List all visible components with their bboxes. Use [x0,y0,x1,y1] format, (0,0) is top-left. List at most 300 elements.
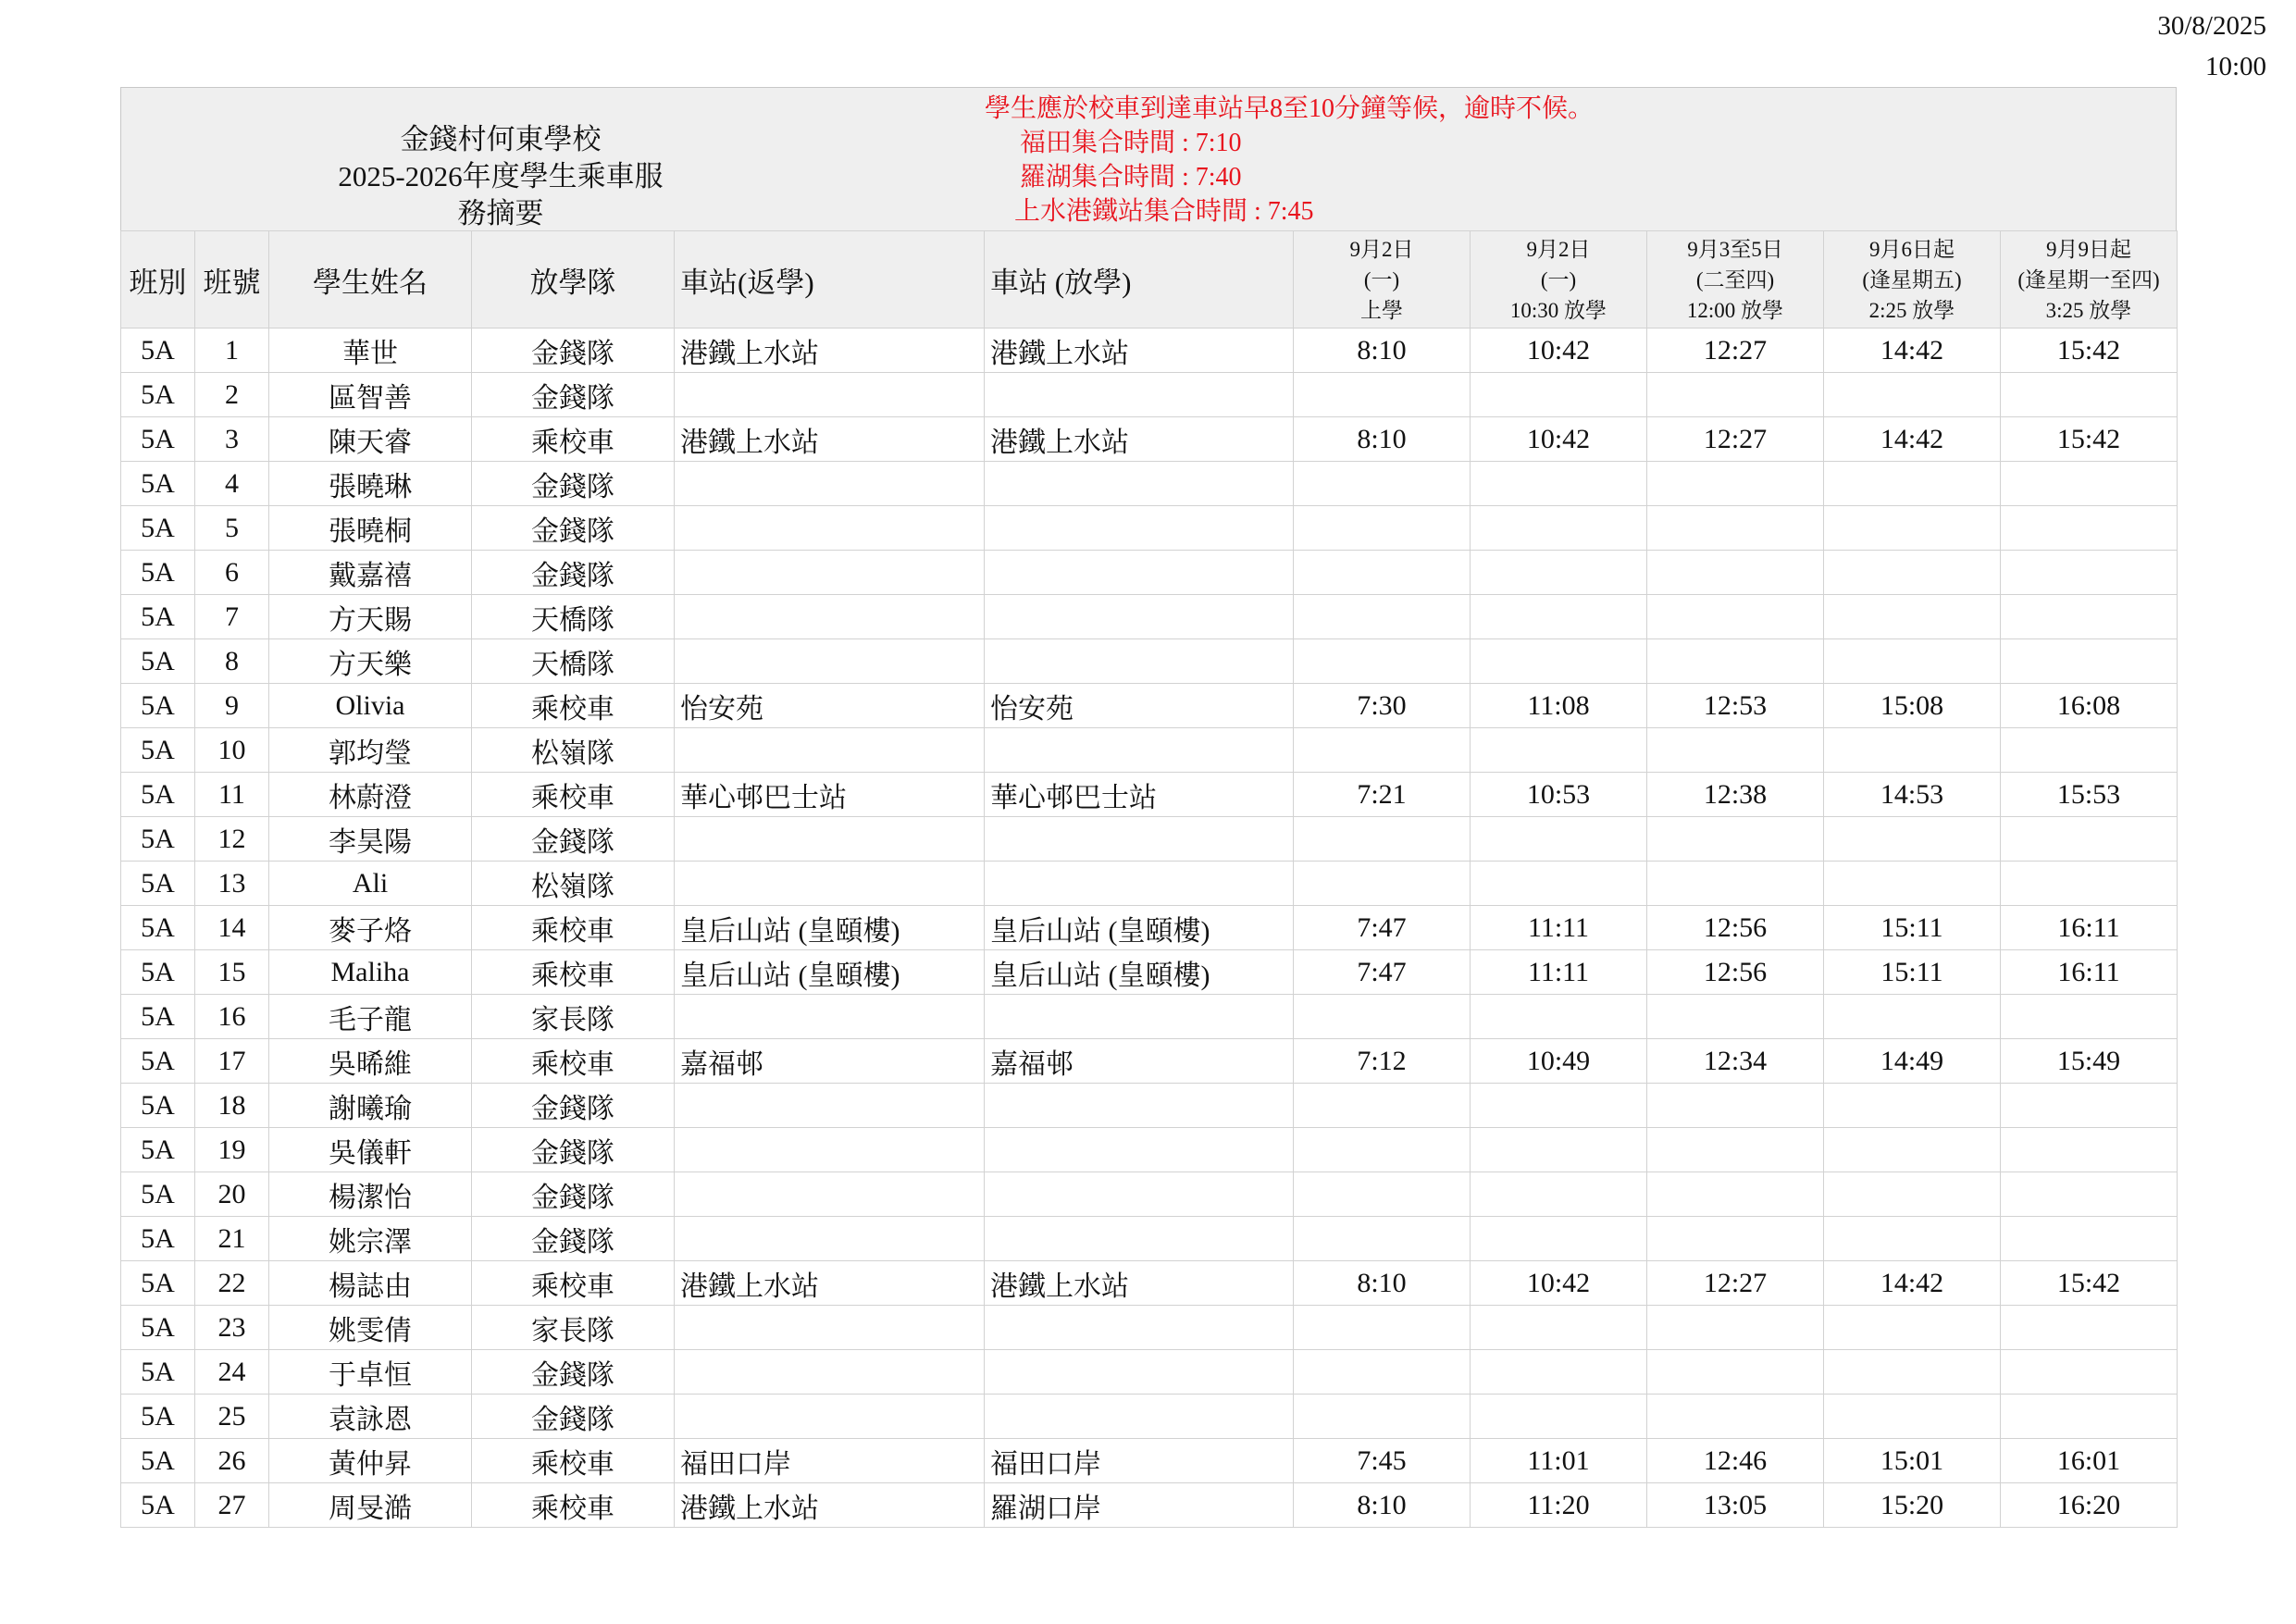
cell-stop-am [675,551,985,595]
cell-number: 4 [195,462,269,506]
cell-stop-pm: 福田口岸 [985,1439,1294,1483]
table-row [121,862,2178,906]
cell-time: 16:20 [2001,1483,2178,1528]
cell-class: 5A [121,995,195,1039]
col-date-header: 9月9日起 (逢星期一至四) 3:25 放學 [2001,231,2178,329]
cell-stop-pm [985,595,1294,639]
cell-time [1647,506,1824,551]
cell-student-name: 華世 [269,329,472,373]
student-bus-table [120,230,2178,1528]
table-row [121,906,2178,950]
cell-team: 乘校車 [472,1439,675,1483]
cell-stop-pm [985,639,1294,684]
cell-number: 2 [195,373,269,417]
cell-time: 7:21 [1294,773,1471,817]
table-header-row [121,231,2178,329]
cell-stop-am [675,1306,985,1350]
cell-number: 8 [195,639,269,684]
cell-team: 金錢隊 [472,551,675,595]
cell-stop-pm: 羅湖口岸 [985,1483,1294,1528]
col-stop-am-header: 車站(返學) [675,231,985,329]
cell-team: 家長隊 [472,995,675,1039]
cell-time [1471,551,1647,595]
cell-time: 10:53 [1471,773,1647,817]
cell-stop-am [675,1217,985,1261]
table-row [121,462,2178,506]
cell-stop-am [675,1172,985,1217]
table-row [121,1217,2178,1261]
cell-time [1471,639,1647,684]
col-date-header: 9月6日起 (逢星期五) 2:25 放學 [1824,231,2001,329]
cell-time [1471,462,1647,506]
cell-stop-am: 福田口岸 [675,1439,985,1483]
cell-stop-am: 皇后山站 (皇頤樓) [675,906,985,950]
table-row [121,1261,2178,1306]
cell-time [1824,639,2001,684]
cell-time [2001,1172,2178,1217]
table-row [121,1039,2178,1084]
cell-time [1824,1128,2001,1172]
cell-team: 乘校車 [472,684,675,728]
cell-student-name: 麥子烙 [269,906,472,950]
cell-number: 18 [195,1084,269,1128]
cell-stop-pm [985,1395,1294,1439]
cell-team: 金錢隊 [472,462,675,506]
cell-time [1647,862,1824,906]
cell-team: 乘校車 [472,773,675,817]
cell-time [1824,595,2001,639]
cell-time: 14:42 [1824,417,2001,462]
cell-class: 5A [121,906,195,950]
cell-stop-am [675,1350,985,1395]
cell-time: 12:27 [1647,329,1824,373]
cell-time [1471,1172,1647,1217]
col-team-header: 放學隊 [472,231,675,329]
cell-stop-pm [985,1350,1294,1395]
col-stop-pm-header: 車站 (放學) [985,231,1294,329]
cell-stop-am [675,862,985,906]
cell-student-name: 姚宗澤 [269,1217,472,1261]
cell-time [1824,1172,2001,1217]
cell-time [1294,1128,1471,1172]
cell-stop-pm: 港鐵上水站 [985,329,1294,373]
cell-time [1294,595,1471,639]
cell-time: 14:53 [1824,773,2001,817]
cell-time [1647,728,1824,773]
cell-team: 乘校車 [472,906,675,950]
sheet-header [120,87,2177,230]
cell-number: 13 [195,862,269,906]
cell-class: 5A [121,950,195,995]
cell-team: 天橋隊 [472,595,675,639]
table-row [121,595,2178,639]
cell-time: 10:42 [1471,417,1647,462]
cell-time [1824,1395,2001,1439]
cell-time: 7:45 [1294,1439,1471,1483]
notice-line: 學生應於校車到達車站早8至10分鐘等候，逾時不候。 [985,94,1595,123]
cell-time [1824,1306,2001,1350]
cell-time [1647,1084,1824,1128]
cell-time [2001,595,2178,639]
cell-time: 7:12 [1294,1039,1471,1084]
cell-stop-pm [985,1172,1294,1217]
cell-number: 22 [195,1261,269,1306]
cell-time: 10:49 [1471,1039,1647,1084]
cell-time: 12:53 [1647,684,1824,728]
cell-class: 5A [121,329,195,373]
cell-time [1647,1128,1824,1172]
table-row [121,1439,2178,1483]
cell-time [1471,995,1647,1039]
cell-stop-am [675,373,985,417]
cell-number: 7 [195,595,269,639]
cell-team: 天橋隊 [472,639,675,684]
cell-time: 16:11 [2001,950,2178,995]
table-row [121,950,2178,995]
table-row [121,329,2178,373]
cell-time [1294,551,1471,595]
cell-time: 15:20 [1824,1483,2001,1528]
cell-time [1647,595,1824,639]
cell-class: 5A [121,1084,195,1128]
cell-time [1294,995,1471,1039]
cell-time: 12:46 [1647,1439,1824,1483]
cell-time: 15:49 [2001,1039,2178,1084]
cell-stop-pm: 皇后山站 (皇頤樓) [985,950,1294,995]
cell-time [1294,1172,1471,1217]
cell-time [1647,817,1824,862]
cell-time: 12:27 [1647,1261,1824,1306]
table-row [121,639,2178,684]
cell-stop-am: 港鐵上水站 [675,329,985,373]
table-row [121,1395,2178,1439]
cell-team: 金錢隊 [472,1395,675,1439]
cell-time: 13:05 [1647,1483,1824,1528]
cell-class: 5A [121,1483,195,1528]
cell-time: 8:10 [1294,329,1471,373]
cell-class: 5A [121,506,195,551]
cell-stop-am [675,817,985,862]
cell-time [1294,506,1471,551]
cell-number: 16 [195,995,269,1039]
cell-time [2001,995,2178,1039]
cell-stop-am [675,1128,985,1172]
table-row [121,373,2178,417]
cell-time: 15:11 [1824,906,2001,950]
cell-time [1294,373,1471,417]
cell-team: 金錢隊 [472,1217,675,1261]
cell-time [2001,817,2178,862]
cell-time [1294,817,1471,862]
cell-stop-pm: 嘉福邨 [985,1039,1294,1084]
cell-student-name: 謝曦瑜 [269,1084,472,1128]
cell-student-name: 林蔚澄 [269,773,472,817]
cell-number: 14 [195,906,269,950]
cell-time [1647,1350,1824,1395]
cell-team: 金錢隊 [472,1084,675,1128]
cell-student-name: 戴嘉禧 [269,551,472,595]
school-title-block [325,121,676,232]
cell-team: 金錢隊 [472,506,675,551]
cell-student-name: 楊潔怡 [269,1172,472,1217]
cell-time [1647,1306,1824,1350]
cell-time: 11:11 [1471,950,1647,995]
cell-number: 15 [195,950,269,995]
cell-team: 家長隊 [472,1306,675,1350]
cell-time [1824,817,2001,862]
cell-time: 16:01 [2001,1439,2178,1483]
cell-class: 5A [121,1217,195,1261]
cell-time [1647,373,1824,417]
cell-stop-pm [985,862,1294,906]
cell-stop-pm [985,506,1294,551]
print-date: 30/8/2025 [2157,11,2266,41]
table-row [121,1350,2178,1395]
cell-time [1471,506,1647,551]
cell-student-name: 吳晞維 [269,1039,472,1084]
cell-time: 12:38 [1647,773,1824,817]
cell-time [2001,1306,2178,1350]
cell-stop-pm: 華心邨巴士站 [985,773,1294,817]
cell-time: 15:11 [1824,950,2001,995]
table-row [121,684,2178,728]
cell-time: 15:08 [1824,684,2001,728]
cell-time [1647,551,1824,595]
cell-time [2001,728,2178,773]
cell-time [1647,995,1824,1039]
cell-time: 14:49 [1824,1039,2001,1084]
cell-stop-am [675,595,985,639]
cell-stop-pm [985,817,1294,862]
cell-number: 6 [195,551,269,595]
cell-time [1824,1350,2001,1395]
cell-student-name: 李昊陽 [269,817,472,862]
cell-time [2001,1084,2178,1128]
cell-stop-pm: 港鐵上水站 [985,417,1294,462]
cell-stop-am [675,1084,985,1128]
cell-number: 25 [195,1395,269,1439]
cell-time [2001,1217,2178,1261]
cell-time [1824,462,2001,506]
cell-stop-am: 嘉福邨 [675,1039,985,1084]
cell-time: 11:20 [1471,1483,1647,1528]
cell-team: 金錢隊 [472,817,675,862]
cell-team: 金錢隊 [472,1128,675,1172]
bus-summary-sheet [120,87,2177,1528]
cell-time [1824,1217,2001,1261]
cell-time [1471,1306,1647,1350]
cell-time [1647,1172,1824,1217]
cell-time [2001,862,2178,906]
table-row [121,817,2178,862]
cell-student-name: 袁詠恩 [269,1395,472,1439]
cell-stop-am: 港鐵上水站 [675,1261,985,1306]
cell-time [1471,862,1647,906]
cell-time [1471,595,1647,639]
cell-time [1647,1217,1824,1261]
table-row [121,1084,2178,1128]
cell-class: 5A [121,1350,195,1395]
col-date-header: 9月3至5日 (二至四) 12:00 放學 [1647,231,1824,329]
cell-team: 乘校車 [472,417,675,462]
cell-class: 5A [121,595,195,639]
cell-time: 15:53 [2001,773,2178,817]
cell-team: 乘校車 [472,1039,675,1084]
cell-class: 5A [121,1172,195,1217]
cell-stop-pm [985,1084,1294,1128]
cell-stop-pm [985,1306,1294,1350]
cell-stop-am: 華心邨巴士站 [675,773,985,817]
cell-stop-am [675,995,985,1039]
cell-class: 5A [121,417,195,462]
cell-number: 1 [195,329,269,373]
cell-student-name: 區智善 [269,373,472,417]
notice-line: 羅湖集合時間 : 7:40 [1020,163,1242,192]
cell-stop-pm [985,373,1294,417]
print-time: 10:00 [2204,52,2266,81]
cell-time [2001,1128,2178,1172]
cell-stop-am [675,506,985,551]
cell-stop-am [675,462,985,506]
cell-time [1471,1217,1647,1261]
cell-stop-am [675,1395,985,1439]
cell-class: 5A [121,773,195,817]
cell-team: 金錢隊 [472,329,675,373]
cell-team: 乘校車 [472,1261,675,1306]
cell-time [1647,1395,1824,1439]
cell-time [1824,506,2001,551]
cell-time [1647,462,1824,506]
col-date-header: 9月2日 (一) 上學 [1294,231,1471,329]
cell-number: 23 [195,1306,269,1350]
cell-class: 5A [121,684,195,728]
cell-time: 12:34 [1647,1039,1824,1084]
cell-time: 15:42 [2001,1261,2178,1306]
cell-team: 金錢隊 [472,373,675,417]
cell-student-name: 姚雯倩 [269,1306,472,1350]
cell-student-name: 黃仲昇 [269,1439,472,1483]
cell-time [1471,1395,1647,1439]
cell-number: 10 [195,728,269,773]
cell-class: 5A [121,728,195,773]
cell-stop-pm [985,1217,1294,1261]
table-row [121,551,2178,595]
cell-student-name: Olivia [269,684,472,728]
cell-time [2001,1395,2178,1439]
cell-time: 8:10 [1294,1261,1471,1306]
cell-stop-pm: 怡安苑 [985,684,1294,728]
col-date-header: 9月2日 (一) 10:30 放學 [1471,231,1647,329]
cell-class: 5A [121,862,195,906]
cell-time [1824,995,2001,1039]
cell-team: 金錢隊 [472,1172,675,1217]
table-row [121,506,2178,551]
cell-student-name: 方天樂 [269,639,472,684]
cell-stop-am: 皇后山站 (皇頤樓) [675,950,985,995]
cell-student-name: 周旻澔 [269,1483,472,1528]
notice-line: 福田集合時間 : 7:10 [1020,129,1242,157]
cell-time [1824,551,2001,595]
school-name: 金錢村何東學校 [400,123,602,155]
cell-time: 15:01 [1824,1439,2001,1483]
cell-class: 5A [121,551,195,595]
cell-class: 5A [121,1039,195,1084]
col-number-header: 班號 [195,231,269,329]
cell-student-name: 張曉桐 [269,506,472,551]
cell-student-name: 楊誌由 [269,1261,472,1306]
cell-stop-pm: 皇后山站 (皇頤樓) [985,906,1294,950]
cell-time [2001,462,2178,506]
col-name-header: 學生姓名 [269,231,472,329]
cell-student-name: 郭均瑩 [269,728,472,773]
cell-number: 21 [195,1217,269,1261]
cell-class: 5A [121,373,195,417]
cell-number: 11 [195,773,269,817]
cell-time [1294,462,1471,506]
cell-number: 9 [195,684,269,728]
cell-time [2001,373,2178,417]
bus-notice [985,92,1594,229]
cell-stop-am: 港鐵上水站 [675,417,985,462]
cell-time [1471,817,1647,862]
notice-line: 上水港鐵站集合時間 : 7:45 [1014,197,1314,226]
cell-class: 5A [121,639,195,684]
cell-time [1647,639,1824,684]
cell-number: 20 [195,1172,269,1217]
cell-time: 7:47 [1294,950,1471,995]
cell-time [1471,1350,1647,1395]
cell-team: 金錢隊 [472,1350,675,1395]
cell-time [1824,862,2001,906]
cell-time [1471,373,1647,417]
cell-time [1294,1084,1471,1128]
cell-time: 8:10 [1294,417,1471,462]
col-class-header: 班別 [121,231,195,329]
cell-time: 14:42 [1824,329,2001,373]
cell-number: 3 [195,417,269,462]
cell-student-name: 方天賜 [269,595,472,639]
cell-time: 8:10 [1294,1483,1471,1528]
cell-time [1471,1128,1647,1172]
cell-student-name: 于卓恒 [269,1350,472,1395]
cell-time: 15:42 [2001,329,2178,373]
cell-number: 24 [195,1350,269,1395]
cell-time: 11:11 [1471,906,1647,950]
table-row [121,995,2178,1039]
cell-time [1824,728,2001,773]
cell-time: 10:42 [1471,1261,1647,1306]
cell-time: 16:08 [2001,684,2178,728]
cell-stop-am: 怡安苑 [675,684,985,728]
cell-stop-pm [985,1128,1294,1172]
cell-time: 11:08 [1471,684,1647,728]
cell-class: 5A [121,1261,195,1306]
cell-time [1294,1217,1471,1261]
cell-time [2001,551,2178,595]
cell-class: 5A [121,1395,195,1439]
cell-stop-am [675,728,985,773]
cell-time: 12:56 [1647,906,1824,950]
cell-time: 14:42 [1824,1261,2001,1306]
cell-class: 5A [121,817,195,862]
cell-time [1294,728,1471,773]
table-row [121,1128,2178,1172]
cell-stop-pm: 港鐵上水站 [985,1261,1294,1306]
cell-time: 12:27 [1647,417,1824,462]
cell-time [2001,506,2178,551]
table-row [121,1306,2178,1350]
cell-time [2001,1350,2178,1395]
